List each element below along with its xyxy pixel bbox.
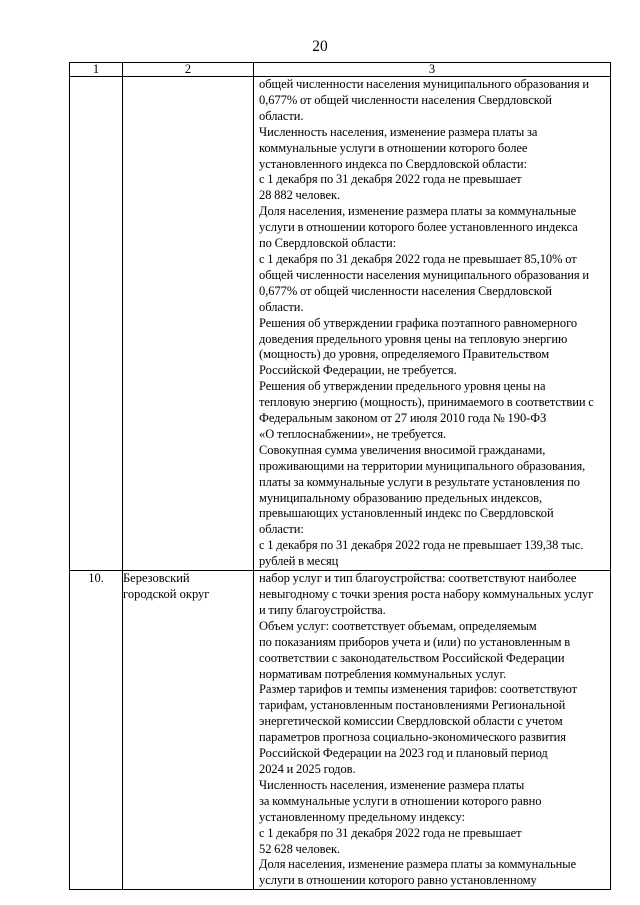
- municipality-name: [123, 571, 254, 890]
- text-line: Размер тарифов и темпы изменения тарифов: соответствуют: [259, 682, 578, 697]
- page-number: 20: [312, 38, 328, 55]
- text-line: области:: [259, 522, 304, 537]
- text-line: общей численности населения муниципального образования и: [259, 267, 589, 282]
- text-line: Объем услуг: соответствует объемам, определяемым: [259, 618, 537, 633]
- table-row: [70, 571, 611, 890]
- municipality-name: [123, 77, 254, 571]
- text-line: набор услуг и тип благоустройства: соответствуют наиболее: [259, 571, 577, 586]
- text-line: установленному предельному индексу:: [259, 809, 465, 824]
- document-table: [69, 62, 611, 890]
- text-line: превышающих установленный индекс по Свердловской: [259, 506, 554, 521]
- row-description: [254, 571, 611, 890]
- text-line: невыгодному с точки зрения роста набору коммунальных услуг: [259, 587, 594, 601]
- text-line: Совокупная сумма увеличения вносимой гражданами,: [259, 442, 546, 457]
- municipality-name-line: Березовский: [123, 571, 190, 586]
- row-number: [70, 77, 123, 571]
- text-line: соответствии с законодательством Российской Федерации: [259, 650, 565, 665]
- text-line: Численность населения, изменение размера платы за: [259, 124, 538, 139]
- text-line: области.: [259, 299, 304, 314]
- text-line: коммунальные услуги в отношении которого более: [259, 140, 528, 155]
- column-header-3: 3: [254, 63, 611, 77]
- municipality-name-line: городской округ: [123, 587, 210, 601]
- text-line: рублей в месяц: [259, 554, 339, 569]
- text-line: энергетической комиссии Свердловской области с учетом: [259, 714, 563, 729]
- text-line: 0,677% от общей численности населения Свердловской: [259, 92, 552, 107]
- text-line: услуги в отношении которого равно установленному: [259, 873, 537, 888]
- text-line: 0,677% от общей численности населения Свердловской: [259, 283, 552, 298]
- text-line: тепловую энергию (мощность), принимаемого в соответствии с: [259, 395, 594, 410]
- table-row: [70, 77, 611, 571]
- text-line: «О теплоснабжении», не требуется.: [259, 426, 447, 441]
- text-line: нормативам потребления коммунальных услуг.: [259, 666, 507, 681]
- text-line: (мощность) до уровня, определяемого Правительством: [259, 347, 550, 362]
- row-description: [254, 77, 611, 571]
- text-line: параметров прогноза социально-экономического развития: [259, 730, 566, 745]
- text-line: 52 628 человек.: [259, 841, 341, 856]
- text-line: Решения об утверждении графика поэтапного равномерного: [259, 315, 578, 330]
- text-line: Решения об утверждении предельного уровня цены на: [259, 379, 546, 394]
- text-line: области.: [259, 108, 304, 123]
- text-line: 28 882 человек.: [259, 188, 341, 203]
- text-line: с 1 декабря по 31 декабря 2022 года не превышает 85,10% от: [259, 251, 577, 266]
- text-line: Российской Федерации, не требуется.: [259, 363, 457, 378]
- text-line: доведения предельного уровня цены на тепловую энергию: [259, 331, 568, 346]
- text-line: с 1 декабря по 31 декабря 2022 года не превышает 139,38 тыс.: [259, 538, 584, 553]
- text-line: с 1 декабря по 31 декабря 2022 года не превышает: [259, 172, 522, 187]
- text-line: по показаниям приборов учета и (или) по установленным в: [259, 634, 571, 649]
- text-line: Российской Федерации на 2023 год и плановый период: [259, 746, 548, 761]
- text-line: за коммунальные услуги в отношении которого равно: [259, 793, 542, 808]
- table-header-row: [70, 63, 611, 77]
- text-line: Доля населения, изменение размера платы за коммунальные: [259, 857, 577, 872]
- column-header-2: 2: [123, 63, 254, 77]
- text-line: с 1 декабря по 31 декабря 2022 года не превышает: [259, 825, 522, 840]
- text-line: по Свердловской области:: [259, 236, 397, 251]
- text-line: Численность населения, изменение размера платы: [259, 777, 525, 792]
- text-line: тарифам, установленным постановлениями Региональной: [259, 698, 566, 713]
- text-line: Доля населения, изменение размера платы за коммунальные: [259, 204, 577, 219]
- text-line: установленного индекса по Свердловской области:: [259, 156, 527, 171]
- row-number: 10.: [70, 571, 123, 890]
- text-line: общей численности населения муниципального образования и: [259, 77, 589, 91]
- text-line: Федеральным законом от 27 июля 2010 года № 190-ФЗ: [259, 411, 547, 426]
- text-line: услуги в отношении которого более установленного индекса: [259, 220, 578, 235]
- column-header-1: 1: [70, 63, 123, 77]
- text-line: платы за коммунальные услуги в результате установления по: [259, 474, 581, 489]
- text-line: 2024 и 2025 годов.: [259, 761, 356, 776]
- text-line: и типу благоустройства.: [259, 602, 386, 617]
- text-line: муниципальному образованию предельных индексов,: [259, 490, 543, 505]
- text-line: проживающими на территории муниципального образования,: [259, 458, 586, 473]
